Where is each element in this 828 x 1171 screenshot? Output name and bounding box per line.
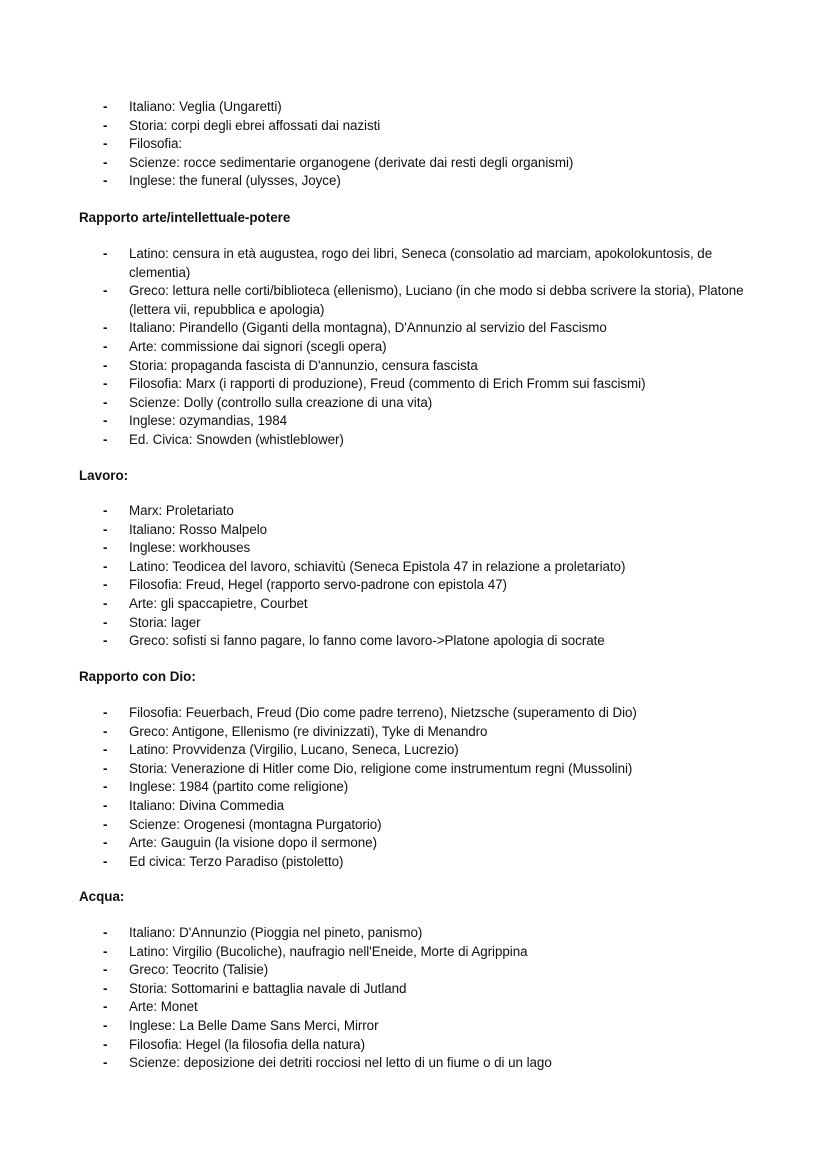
list-item: - Scienze: rocce sedimentarie organogene (derivate dai resti degli organismi) (103, 154, 574, 170)
bullet-list (0, 98, 828, 191)
list-item: - Storia: propaganda fascista di D'annunzio, censura fascista (103, 357, 478, 373)
list-item: - Latino: censura in età augustea, rogo dei libri, Seneca (consolatio ad marciam, apokolokuntosis, de clementia) (103, 246, 713, 280)
list-item: - Italiano: Veglia (Ungaretti) (103, 99, 282, 114)
list-item: - Latino: Virgilio (Bucoliche), naufragio nell'Eneide, Morte di Agrippina (103, 943, 528, 959)
list-item: - Greco: lettura nelle corti/biblioteca (ellenismo), Luciano (in che modo si debba scrivere la storia), Platone (lettera vii, repubblica e apologia) (103, 283, 744, 317)
list-item: - Inglese: La Belle Dame Sans Merci, Mirror (103, 1017, 379, 1033)
list-item: - Filosofia: Freud, Hegel (rapporto servo-padrone con epistola 47) (103, 577, 507, 593)
section-lavoro (0, 502, 828, 651)
list-item: - Inglese: ozymandias, 1984 (103, 413, 288, 429)
list-item: - Arte: commissione dai signori (scegli opera) (103, 338, 387, 354)
list-item: - Italiano: Pirandello (Giganti della montagna), D'Annunzio al servizio del Fascismo (103, 320, 607, 336)
list-item: - Filosofia: Marx (i rapporti di produzione), Freud (commento di Erich Fromm sui fascismi) (103, 376, 646, 392)
list-item: - Ed civica: Terzo Paradiso (pistoletto) (103, 853, 344, 869)
list-item: - Italiano: Divina Commedia (103, 797, 285, 813)
list-item: - Arte: gli spaccapietre, Courbet (103, 595, 308, 611)
list-item: - Scienze: Orogenesi (montagna Purgatorio) (103, 816, 382, 832)
list-item: - Storia: corpi degli ebrei affossati dai nazisti (103, 117, 381, 133)
section-rapporto-con-dio (0, 704, 828, 871)
section-rapporto-arte-potere (0, 245, 828, 450)
list-item: - Inglese: 1984 (partito come religione) (103, 779, 349, 795)
list-item: - Latino: Teodicea del lavoro, schiavitù (Seneca Epistola 47 in relazione a proletariato) (103, 558, 626, 574)
list-item: - Scienze: deposizione dei detriti rocciosi nel letto di un fiume o di un lago (103, 1055, 552, 1071)
list-item: - Filosofia: Hegel (la filosofia della natura) (103, 1036, 365, 1052)
list-item: - Italiano: Rosso Malpelo (103, 521, 268, 537)
list-item: - Greco: Teocrito (Talisie) (103, 962, 269, 978)
list-item: - Italiano: D'Annunzio (Pioggia nel pineto, panismo) (103, 925, 423, 940)
list-item: - Inglese: workhouses (103, 540, 251, 556)
list-item: - Ed. Civica: Snowden (whistleblower) (103, 431, 344, 447)
list-item: - Filosofia: (103, 136, 183, 152)
section-acqua (0, 924, 828, 1073)
bullet-list (0, 245, 828, 450)
bullet-list (0, 704, 828, 871)
section-heading: Rapporto con Dio: (79, 669, 196, 684)
list-item: - Greco: Antigone, Ellenismo (re divinizzati), Tyke di Menandro (103, 723, 488, 739)
bullet-list (0, 502, 828, 651)
bullet-list (0, 924, 828, 1073)
list-item: - Storia: Sottomarini e battaglia navale di Jutland (103, 980, 407, 996)
section-intro (0, 98, 828, 191)
section-heading: Acqua: (79, 889, 125, 904)
list-item: - Latino: Provvidenza (Virgilio, Lucano, Seneca, Lucrezio) (103, 742, 459, 758)
list-item: - Scienze: Dolly (controllo sulla creazione di una vita) (103, 394, 433, 410)
list-item: - Inglese: the funeral (ulysses, Joyce) (103, 173, 341, 189)
list-item: - Greco: sofisti si fanno pagare, lo fanno come lavoro->Platone apologia di socrate (103, 633, 605, 649)
list-item: - Storia: Venerazione di Hitler come Dio, religione come instrumentum regni (Mussolini) (103, 760, 633, 776)
list-item: - Storia: lager (103, 614, 201, 630)
list-item: - Marx: Proletariato (103, 503, 234, 518)
section-heading: Rapporto arte/intellettuale-potere (79, 210, 291, 225)
list-item: - Arte: Monet (103, 999, 198, 1015)
list-item: - Arte: Gauguin (la visione dopo il sermone) (103, 835, 377, 851)
section-heading: Lavoro: (79, 468, 129, 483)
list-item: - Filosofia: Feuerbach, Freud (Dio come padre terreno), Nietzsche (superamento di Dio) (103, 705, 637, 720)
